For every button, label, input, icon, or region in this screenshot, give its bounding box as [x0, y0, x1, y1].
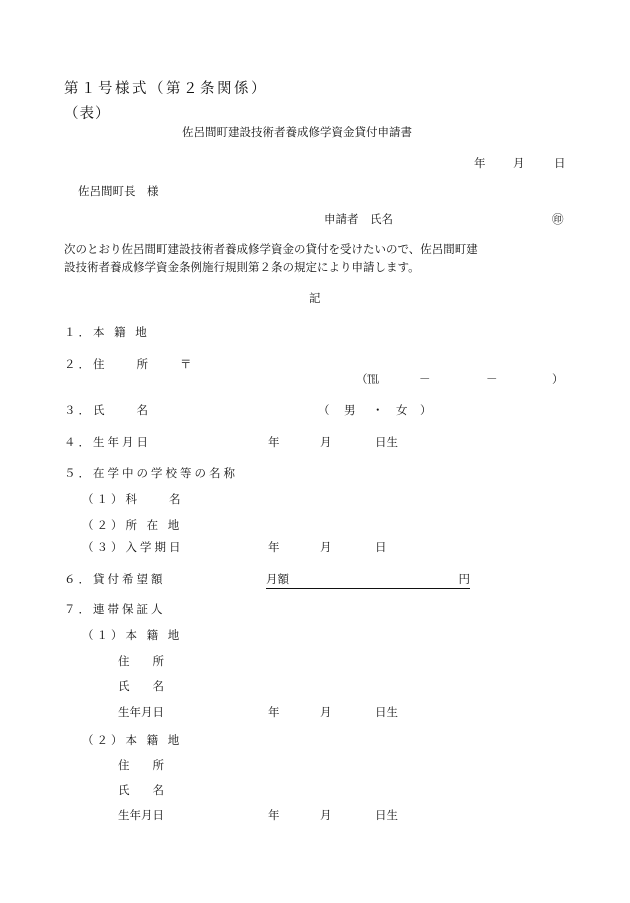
date-day-label: 日: [554, 156, 566, 170]
item-5-1-course: （１）科 名: [82, 492, 184, 506]
guarantor-1-address: 住 所: [118, 654, 164, 668]
date-year-label: 年: [474, 156, 486, 170]
guarantor-1-name: 氏 名: [118, 679, 164, 693]
item-1-honseki: １．本 籍 地: [64, 325, 150, 339]
body-text-line-2: 設技術者養成修学資金条例施行規則第２条の規定により申請します。: [64, 260, 420, 274]
yen-label: 円: [458, 572, 470, 586]
addressee: 佐呂間町長 様: [78, 184, 159, 198]
tel-open: （℡: [356, 372, 379, 386]
monthly-amount-line: [266, 574, 470, 589]
guarantor-1-birthdate: 生年月日: [118, 705, 164, 719]
birth-month-label: 月: [320, 435, 332, 449]
tel-close: ）: [552, 372, 564, 386]
guarantor-2-name: 氏 名: [118, 783, 164, 797]
guarantor-1-honseki: （１）本 籍 地: [82, 628, 183, 642]
applicant-name-label: 申請者 氏名: [324, 212, 393, 226]
admission-year-label: 年: [268, 540, 280, 554]
guarantor-2-month: 月: [320, 808, 332, 822]
ki-label: 記: [309, 291, 321, 305]
item-7-guarantor: ７．連帯保証人: [64, 602, 166, 616]
gender-female: 女: [396, 403, 408, 417]
guarantor-2-birthdate: 生年月日: [118, 808, 164, 822]
birth-year-label: 年: [268, 435, 280, 449]
date-month-label: 月: [513, 156, 525, 170]
gender-close: ）: [420, 403, 432, 417]
guarantor-1-month: 月: [320, 705, 332, 719]
item-5-school: ５．在学中の学校等の名称: [64, 466, 238, 480]
form-number: 第１号様式（第２条関係）: [64, 81, 268, 97]
item-5-3-admission: （３）入学期日: [82, 540, 184, 554]
item-4-birthdate: ４．生年月日: [64, 435, 151, 449]
gender-separator: ・: [372, 403, 384, 417]
item-2-address: ２．住 所 〒: [64, 357, 195, 371]
form-side-label: （表）: [64, 106, 111, 122]
gender-open: （: [318, 403, 330, 417]
form-title: 佐呂間町建設技術者養成修学資金貸付申請書: [182, 125, 412, 139]
guarantor-1-day: 日生: [375, 705, 398, 719]
birth-day-label: 日生: [375, 435, 398, 449]
seal-mark: ㊞: [552, 212, 564, 226]
item-5-2-location: （２）所 在 地: [82, 518, 183, 532]
monthly-label: 月額: [266, 572, 289, 586]
item-6-loan-amount: ６．貸付希望額: [64, 572, 166, 586]
guarantor-2-address: 住 所: [118, 758, 164, 772]
tel-dash-1: －: [419, 372, 431, 386]
guarantor-2-day: 日生: [375, 808, 398, 822]
body-text-line-1: 次のとおり佐呂間町建設技術者養成修学資金の貸付を受けたいので、佐呂間町建: [64, 242, 478, 256]
gender-male: 男: [344, 403, 356, 417]
guarantor-2-year: 年: [268, 808, 280, 822]
admission-day-label: 日: [375, 540, 387, 554]
admission-month-label: 月: [320, 540, 332, 554]
guarantor-1-year: 年: [268, 705, 280, 719]
tel-dash-2: －: [486, 372, 498, 386]
guarantor-2-honseki: （２）本 籍 地: [82, 733, 183, 747]
item-3-name: ３．氏 名: [64, 403, 151, 417]
